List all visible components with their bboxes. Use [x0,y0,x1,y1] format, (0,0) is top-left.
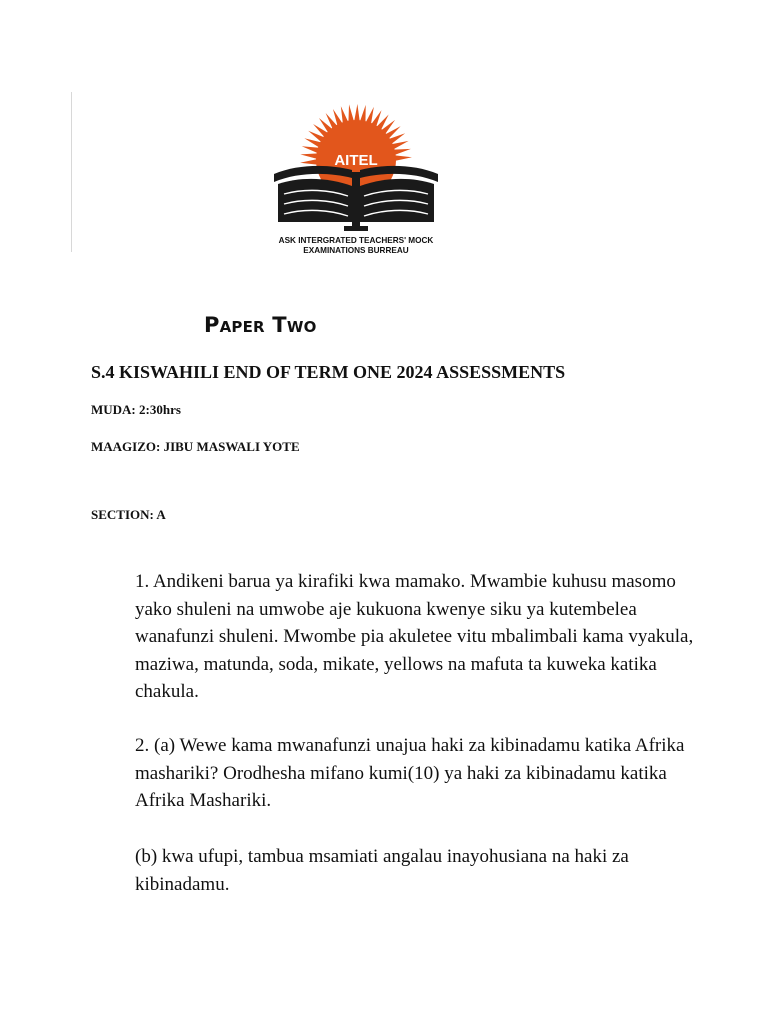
aitel-logo-graphic [248,102,464,262]
exam-instructions: MAAGIZO: JIBU MASWALI YOTE [91,439,300,454]
logo-acronym: AITEL [334,152,378,169]
section-heading: SECTION: A [91,507,166,522]
page-edge-line [71,92,72,252]
aitel-logo [248,102,464,262]
question-1: 1. Andikeni barua ya kirafiki kwa mamako. Mwambie kuhusu masomo yako shuleni na umwobe aje kukuona kwenye siku ya kutembelea wanafunzi shuleni. Mwombe pia akuletee vitu mbalimbali kama vyakula, maziwa, matunda, soda, mikate, yellows na mafuta ta kuweka katika chakula. [135,571,694,702]
exam-duration: MUDA: 2:30hrs [91,402,181,417]
book-stand [344,226,368,231]
logo-caption-line2: EXAMINATIONS BURREAU [303,246,409,255]
book-spine [352,172,360,228]
exam-title: S.4 KISWAHILI END OF TERM ONE 2024 ASSESSMENTS [91,362,566,382]
question-2b: (b) kwa ufupi, tambua msamiati angalau inayohusiana na haki za kibinadamu. [135,846,629,895]
logo-caption-line1: ASK INTERGRATED TEACHERS' MOCK [278,236,434,245]
paper-title: Paper Two [204,313,317,337]
question-2a: 2. (a) Wewe kama mwanafunzi unajua haki za kibinadamu katika Afrika mashariki? Orodhesha mifano kumi(10) ya haki za kibinadamu katika Afrika Mashariki. [135,735,685,811]
